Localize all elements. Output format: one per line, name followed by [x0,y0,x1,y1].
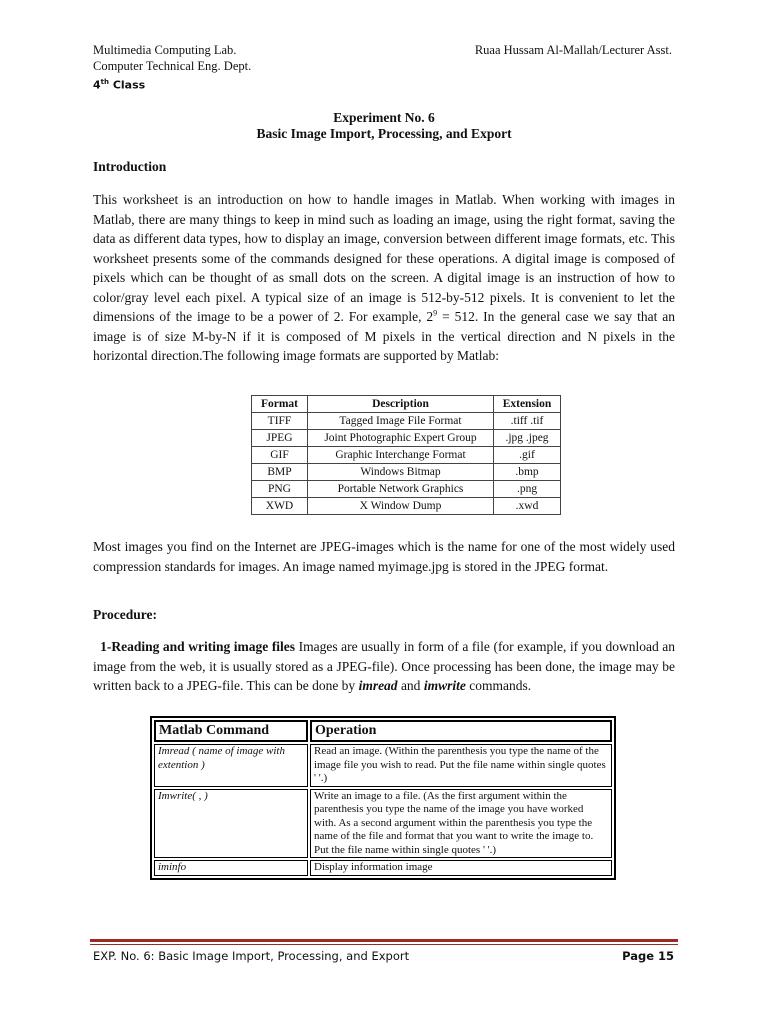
department-name: Computer Technical Eng. Dept. [93,59,252,73]
class-ordinal: th [100,78,109,86]
procedure-heading: Procedure: [93,607,157,622]
step-text: Images are usually in form of a file (for example, if you download an image from the web, it is usually stored as a JPEG-file). Once processing has been done, the image may be written back to a JPEG-file. This can be done by [93,639,676,693]
column-header: Description [308,396,494,413]
table-cell: .png [494,481,561,498]
step-tail: commands. [465,678,532,693]
column-header: Operation [310,720,612,742]
column-header: Format [252,396,308,413]
table-row [252,481,561,498]
table-cell: .tiff .tif [494,413,561,430]
operation-cell: Write an image to a file. (As the first argument within the parenthesis you type the name of the image you have worked with. As a second argument within the parenthesis you type the name of the file and format that you want to write the image to. Put the file name within single quotes ' '.) [310,789,612,859]
header-left [93,42,251,94]
table-cell: X Window Dump [308,498,494,515]
column-header: Matlab Command [154,720,308,742]
jpeg-paragraph: Most images you find on the Internet are JPEG-images which is the name for one of the most widely used compression standards for images. An image named myimage.jpg is stored in the JPEG format. [93,539,675,574]
table-cell: .xwd [494,498,561,515]
class-word: Class [112,78,146,92]
exponent: 9 [433,308,438,318]
matlab-command-table [150,716,616,880]
conjunction: and [397,678,424,693]
operation-cell: Display information image [310,860,612,876]
table-row [252,430,561,447]
experiment-title: Basic Image Import, Processing, and Export [256,126,512,141]
table-cell: JPEG [252,430,308,447]
table-cell: Tagged Image File Format [308,413,494,430]
step-title: 1-Reading and writing image files [100,639,296,654]
intro-text-b: = 512. In the general case we say that an image is of size M-by-N if it is composed of M pixels in the vertical direction and N pixels in the horizontal direction.The following image formats are supported by Matlab: [93,309,675,363]
table-row [154,860,612,876]
table-header-row [252,396,561,413]
class-label [93,74,251,94]
table-cell: Windows Bitmap [308,464,494,481]
table-row [252,498,561,515]
table-cell: XWD [252,498,308,515]
command-cell: Imread ( name of image with extention ) [154,744,308,787]
command-cell: iminfo [154,860,308,876]
header-author: Ruaa Hussam Al-Mallah/Lecturer Asst. [474,43,672,57]
table-header-row [154,720,612,742]
table-cell: Joint Photographic Expert Group [308,430,494,447]
table-row [154,744,612,787]
table-cell: .gif [494,447,561,464]
table-cell: .jpg .jpeg [494,430,561,447]
keyword-imread: imread [358,678,398,693]
table-cell: TIFF [252,413,308,430]
column-header: Extension [494,396,561,413]
page-number: Page 15 [622,949,674,963]
intro-text-a: This worksheet is an introduction on how to handle images in Matlab. When working with images in Matlab, there are many things to keep in mind such as loading an image, using the right format, saving the data as different data types, how to display an image, conversion between different image formats, etc. This worksheet presents some of the commands designed for these operations. A digital image is composed of pixels which can be thought of as small dots on the screen. A digital image is an instruction of how to color/gray level each pixel. A typical size of an image is 512-by-512 pixels. It is convenient to let the dimensions of the image to be a power of 2. For example, 2 [93,192,675,324]
table-cell: GIF [252,447,308,464]
procedure-paragraph [93,637,675,696]
table-row [252,413,561,430]
table-row [154,789,612,859]
table-cell: PNG [252,481,308,498]
introduction-paragraph [93,190,675,366]
table-row [252,464,561,481]
table-cell: .bmp [494,464,561,481]
operation-cell: Read an image. (Within the parenthesis you type the name of the image file you wish to read. Put the file name within single quotes ' '.) [310,744,612,787]
table-cell: BMP [252,464,308,481]
lab-name: Multimedia Computing Lab. [93,43,237,57]
experiment-number: Experiment No. 6 [333,110,435,125]
footer-title: EXP. No. 6: Basic Image Import, Processing, and Export [93,949,410,963]
keyword-imwrite: imwrite [423,678,466,693]
class-number: 4 [93,78,101,92]
command-cell: Imwrite( , ) [154,789,308,859]
table-cell: Graphic Interchange Format [308,447,494,464]
table-row [252,447,561,464]
footer-rule [90,939,678,942]
image-format-table [251,395,561,515]
introduction-heading: Introduction [93,159,167,174]
table-cell: Portable Network Graphics [308,481,494,498]
footer-rule-thin [90,944,678,945]
